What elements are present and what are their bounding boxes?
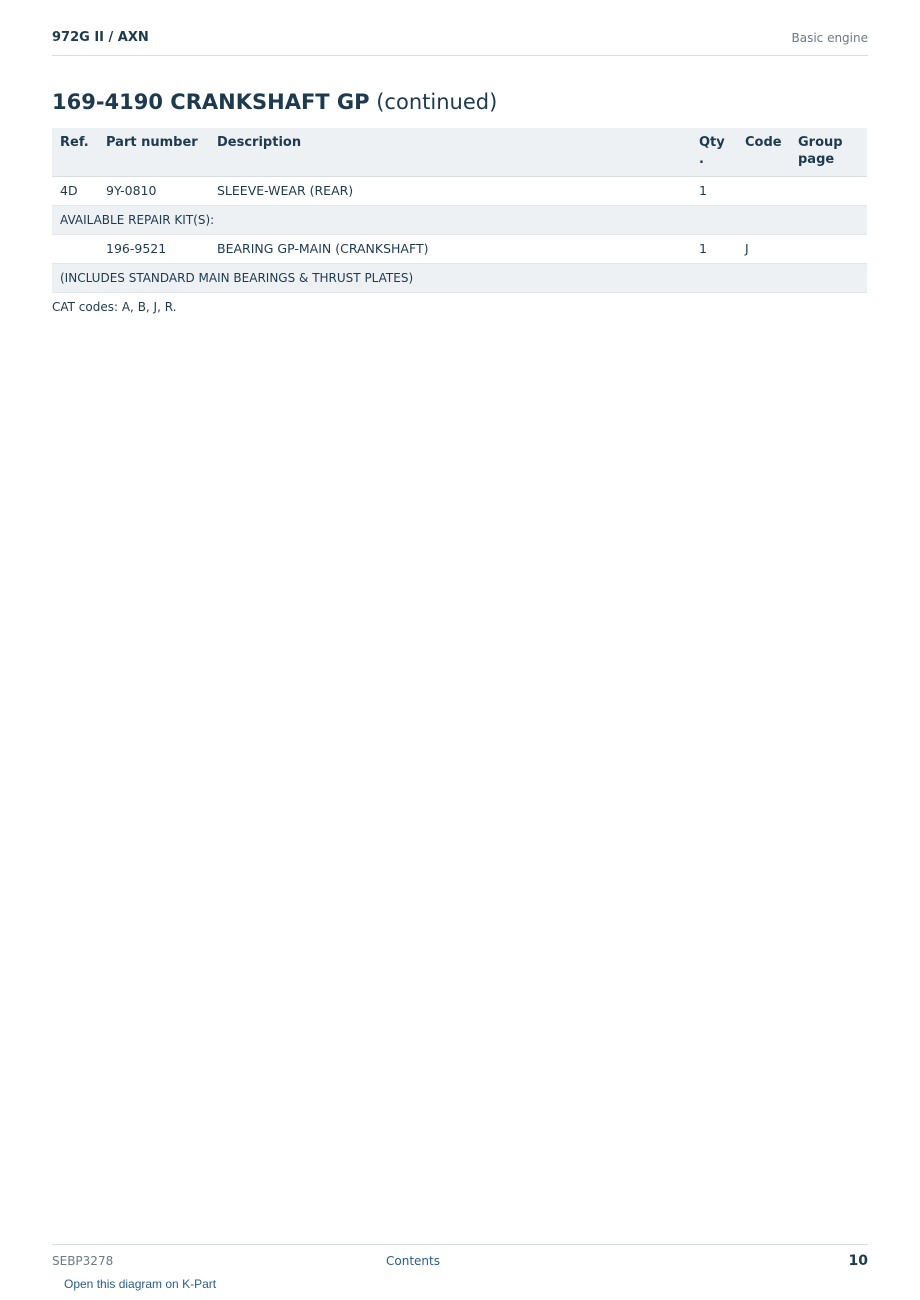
part-number-cell: 196-9521 [98,235,209,264]
part-number-cell: 9Y-0810 [98,177,209,206]
qty-cell: 1 [691,177,737,206]
section-name: Basic engine [791,31,868,45]
note-cell: AVAILABLE REPAIR KIT(S): [52,206,867,235]
page-header [52,28,868,56]
page-footer [52,1244,868,1275]
cat-codes: CAT codes: A, B, J, R. [52,300,177,314]
machine-model: 972G II / AXN [52,30,149,45]
document-id: SEBP3278 [52,1254,114,1268]
column-header-part-number: Part number [98,128,209,177]
code-cell: J [737,235,790,264]
column-header-group-page: Group page [790,128,867,177]
group-page-cell [790,235,867,264]
ref-cell [52,235,98,264]
column-header-code: Code [737,128,790,177]
group-page-cell [790,177,867,206]
table-row [52,177,867,206]
page-title [52,90,497,114]
column-header-description: Description [209,128,691,177]
table-row [52,235,867,264]
qty-cell: 1 [691,235,737,264]
page-number: 10 [848,1253,868,1269]
ref-cell: 4D [52,177,98,206]
parts-table [52,128,867,293]
description-cell: SLEEVE-WEAR (REAR) [209,177,691,206]
title-suffix: (continued) [369,90,498,114]
table-note-row [52,264,867,293]
contents-link[interactable]: Contents [386,1254,440,1268]
table-header-row [52,128,867,177]
description-cell: BEARING GP-MAIN (CRANKSHAFT) [209,235,691,264]
kpart-link[interactable]: Open this diagram on K-Part [64,1277,217,1291]
column-header-qty: Qty . [691,128,737,177]
note-cell: (INCLUDES STANDARD MAIN BEARINGS & THRUST PLATES) [52,264,867,293]
group-title: 169-4190 CRANKSHAFT GP [52,90,370,114]
column-header-ref: Ref. [52,128,98,177]
table-note-row [52,206,867,235]
code-cell [737,177,790,206]
